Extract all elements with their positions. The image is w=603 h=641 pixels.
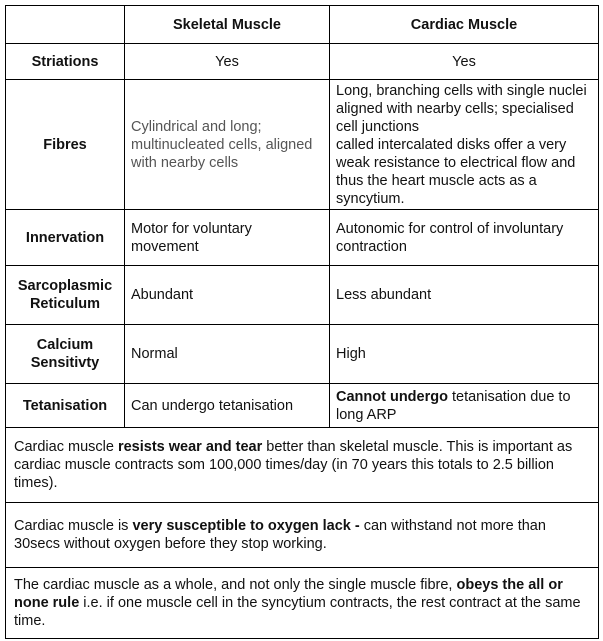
note-text: can withstand not more than 30secs without oxygen before they stop working.	[14, 518, 546, 552]
row-label-line1: Calcium	[36, 337, 94, 353]
row-fibres	[6, 80, 599, 210]
cardiac-rest-text: tetanisation due to long ARP	[336, 388, 571, 423]
row-label	[6, 325, 125, 384]
row-innervation	[6, 210, 599, 266]
row-striations	[6, 44, 599, 80]
row-label-line2: Sensitivty	[30, 355, 100, 371]
cardiac-cell: Less abundant	[330, 266, 599, 325]
header-blank-cell	[6, 6, 125, 44]
row-label	[6, 266, 125, 325]
row-label: Fibres	[6, 80, 125, 210]
row-tetanisation	[6, 384, 599, 428]
row-label-line2: Reticulum	[29, 296, 101, 312]
note-row	[6, 568, 599, 639]
row-label-line1: Sarcoplasmic	[17, 278, 113, 294]
skeletal-cell: Motor for voluntary movement	[125, 210, 330, 266]
note-bold-text: very susceptible to oxygen lack -	[132, 518, 360, 534]
note-text: i.e. if one muscle cell in the syncytium contracts, the rest contract at the same time.	[14, 595, 581, 629]
note-text: Cardiac muscle	[14, 439, 118, 455]
header-cardiac: Cardiac Muscle	[330, 6, 599, 44]
skeletal-cell: Abundant	[125, 266, 330, 325]
note-row	[6, 503, 599, 568]
skeletal-cell: Yes	[125, 44, 330, 80]
skeletal-cell: Cylindrical and long; multinucleated cells, aligned with nearby cells	[125, 80, 330, 210]
note-oxygen	[6, 503, 599, 568]
note-all-or-none	[6, 568, 599, 639]
row-label: Tetanisation	[6, 384, 125, 428]
note-row	[6, 428, 599, 503]
note-bold-text: resists wear and tear	[117, 439, 263, 455]
header-skeletal: Skeletal Muscle	[125, 6, 330, 44]
note-text: Cardiac muscle is	[14, 518, 133, 534]
note-wear-tear	[6, 428, 599, 503]
cardiac-cell	[330, 80, 599, 210]
skeletal-cell: Normal	[125, 325, 330, 384]
row-calcium-sensitivity	[6, 325, 599, 384]
cardiac-text-part1: Long, branching cells with single nuclei aligned with nearby cells; specialised cell junctions	[336, 82, 587, 135]
cardiac-cell: High	[330, 325, 599, 384]
skeletal-cell: Can undergo tetanisation	[125, 384, 330, 428]
note-text: The cardiac muscle as a whole, and not only the single muscle fibre,	[14, 577, 457, 593]
header-row	[6, 6, 599, 44]
row-label: Striations	[6, 44, 125, 80]
cardiac-cell	[330, 384, 599, 428]
row-label: Innervation	[6, 210, 125, 266]
note-text: better than skeletal muscle. This is important as cardiac muscle contracts som 100,000 times/day (in 70 years this totals to 2.5 billion times).	[14, 439, 573, 491]
cardiac-cell: Yes	[330, 44, 599, 80]
row-sarcoplasmic-reticulum	[6, 266, 599, 325]
note-bold-text: obeys the all or none rule	[14, 577, 563, 611]
comparison-table	[5, 5, 599, 639]
cardiac-cell: Autonomic for control of involuntary contraction	[330, 210, 599, 266]
cardiac-bold-text: Cannot undergo	[336, 388, 448, 405]
cardiac-text-part2: called intercalated disks offer a very weak resistance to electrical flow and thus the heart muscle acts as a syncytium.	[336, 136, 576, 207]
